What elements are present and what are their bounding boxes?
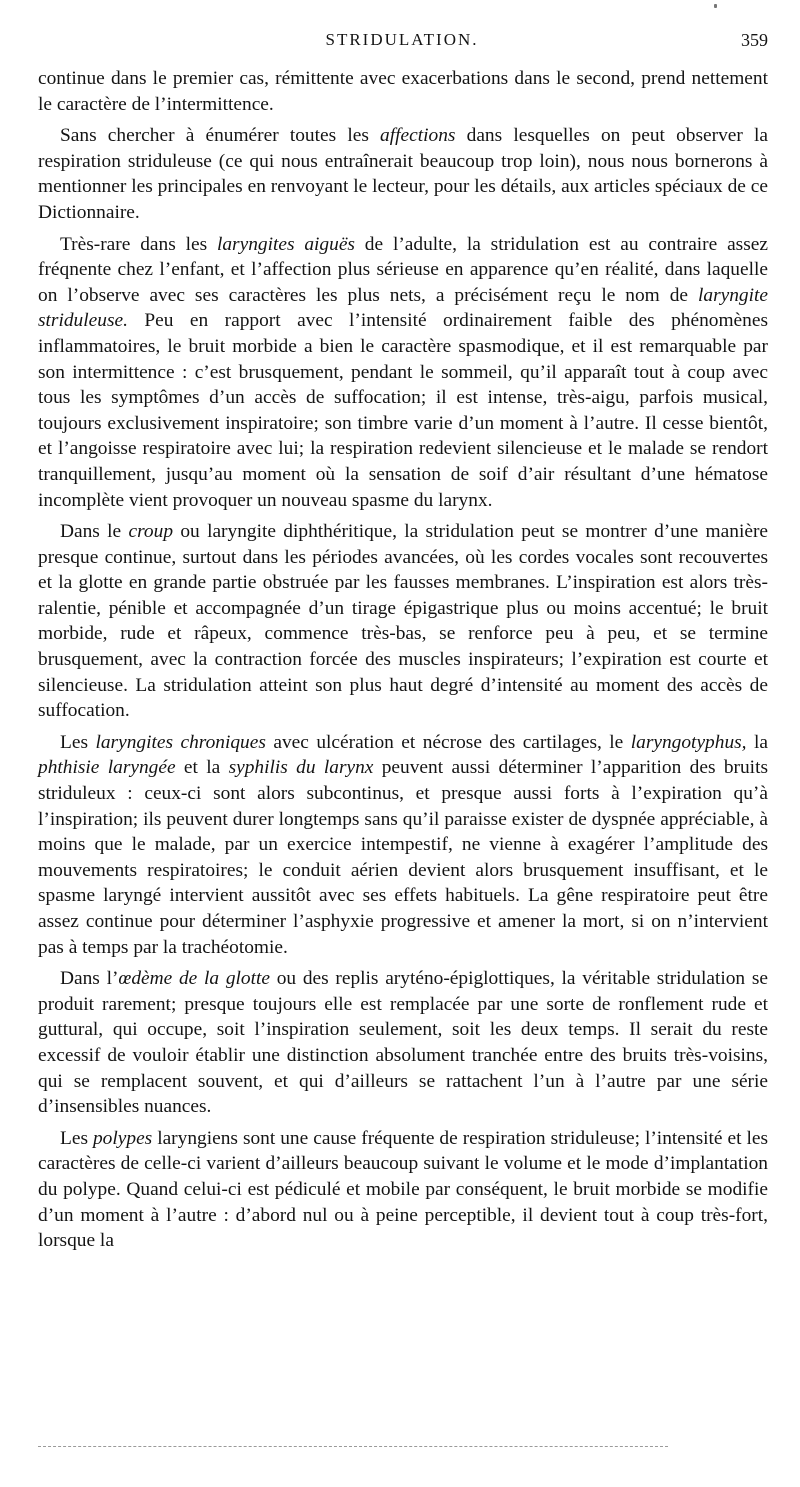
italic-term: laryngites chroniques bbox=[95, 731, 266, 753]
text-run: la bbox=[746, 731, 768, 753]
italic-term: laryngites aiguës bbox=[216, 233, 355, 255]
italic-term: croup bbox=[128, 521, 174, 543]
text-run: dans lesquelles on peut observer la respiration striduleuse (ce qui nous entraînerait beaucoup trop loin), nous nous bornerons à mentionner les principales en renvoyant le lecteur, pour les détails, aux articles spéciaux de ce Dictionnaire. bbox=[38, 125, 768, 223]
italic-term: syphilis du larynx bbox=[228, 757, 374, 779]
text-run: Les bbox=[60, 731, 96, 753]
italic-term: phthisie laryngée bbox=[38, 757, 176, 779]
paragraph bbox=[38, 66, 768, 117]
italic-term: laryngotyphus, bbox=[630, 731, 747, 753]
text-run: continue dans le premier cas, rémittente avec exacerbations dans le second, prend nettement le caractère de l’intermittence. bbox=[38, 68, 768, 115]
running-header bbox=[36, 30, 768, 56]
text-run: et la bbox=[175, 757, 229, 779]
body-text bbox=[38, 66, 768, 1260]
paragraph bbox=[38, 232, 768, 514]
text-run: Sans chercher à énumérer toutes les bbox=[60, 125, 381, 147]
text-run: Les bbox=[60, 1127, 93, 1149]
text-run: Dans l’ bbox=[60, 968, 119, 990]
footer-rule bbox=[38, 1446, 668, 1447]
text-run: ou des replis aryténo-épiglottiques, la véritable stridulation se produit rarement; presque toujours elle est remplacée par une sorte de ronflement rude et guttural, qui occupe, soit l’inspiration seulement, soit les deux temps. Il serait du reste excessif de vouloir établir une distinction absolument tranchée entre des bruits très-voisins, qui se remplacent souvent, et qui d’ailleurs se rattachent l’un à l’autre par une série d’insensibles nuances. bbox=[38, 968, 768, 1118]
text-run: peuvent aussi déterminer l’apparition des bruits striduleux : ceux-ci sont alors subcontinus, et presque aussi forts à l’expiration qu’à l’inspiration; ils peuvent durer longtemps sans qu’il paraisse exister de dyspnée appréciable, à moins que le malade, par un exercice intempestif, ne vienne à exagérer l’amplitude des mouvements respiratoires; le conduit aérien devient alors brusquement insuffisant, et le spasme laryngé intervient aussitôt avec ses effets habituels. La gêne respiratoire peut être assez continue pour déterminer l’asphyxie progressive et amener la mort, si on n’intervient pas à temps par la trachéotomie. bbox=[38, 757, 769, 958]
text-run: laryngiens sont une cause fréquente de respiration striduleuse; l’intensité et les caractères de celle-ci varient d’ailleurs beaucoup suivant le volume et le mode d’implantation du polype. Quand celui-ci est pédiculé et mobile par conséquent, le bruit morbide se modifie d’un moment à l’autre : d’abord nul ou à peine perceptible, il devient tout à coup très-fort, lorsque la bbox=[38, 1127, 768, 1252]
text-run: de l’adulte, la stridulation est au contraire assez fréqnente chez l’enfant, et l’affection plus sérieuse en apparence qu’en réalité, dans laquelle on l’observe avec ses caractères les plus nets, a précisément reçu le nom de bbox=[38, 233, 768, 306]
italic-term: laryngite striduleuse. bbox=[38, 284, 768, 332]
running-title: STRIDULATION. bbox=[325, 30, 479, 49]
paragraph bbox=[38, 123, 768, 225]
italic-term: œdème de la glotte bbox=[118, 968, 270, 990]
paragraph bbox=[38, 730, 768, 960]
text-run: avec ulcération et nécrose des cartilages, le bbox=[265, 731, 631, 753]
paragraph bbox=[38, 966, 768, 1120]
text-run: ou laryngite diphthéritique, la stridulation peut se montrer d’une manière presque continue, surtout dans les périodes avancées, où les cordes vocales sont recouvertes et la glotte en grande partie obstruée par les fausses membranes. L’inspiration est alors très-ralentie, pénible et accompagnée d’un tirage épigastrique plus ou moins accentué; le bruit morbide, rude et râpeux, commence très-bas, se renforce peu à peu, et se termine brusquement, avec la contraction forcée des muscles inspirateurs; l’expiration est courte et silencieuse. La stridulation atteint son plus haut degré d’intensité au moment des accès de suffocation. bbox=[38, 521, 769, 722]
text-run: Dans le bbox=[60, 521, 129, 543]
ink-speck bbox=[714, 4, 717, 8]
page-number: 359 bbox=[741, 30, 768, 50]
italic-term: affections bbox=[380, 125, 456, 147]
paragraph bbox=[38, 519, 768, 724]
text-run: Très-rare dans les bbox=[60, 233, 217, 255]
paragraph bbox=[38, 1126, 768, 1254]
text-run: Peu en rapport avec l’intensité ordinairement faible des phénomènes inflammatoires, le bruit morbide a bien le caractère spasmodique, et il est remarquable par son intermittence : c’est brusquement, pendant le sommeil, qu’il apparaît tout à coup avec tous les symptômes d’un accès de suffocation; il est intense, très-aigu, parfois musical, toujours exclusivement inspiratoire; son timbre varie d’un moment à l’autre. Il cesse bientôt, et l’angoisse respiratoire avec lui; la respiration redevient silencieuse et le malade se rendort tranquillement, jusqu’au moment où la sensation de soif d’air résultant d’une hématose incomplète vient provoquer un nouveau spasme du larynx. bbox=[38, 310, 768, 511]
italic-term: polypes bbox=[92, 1127, 153, 1149]
